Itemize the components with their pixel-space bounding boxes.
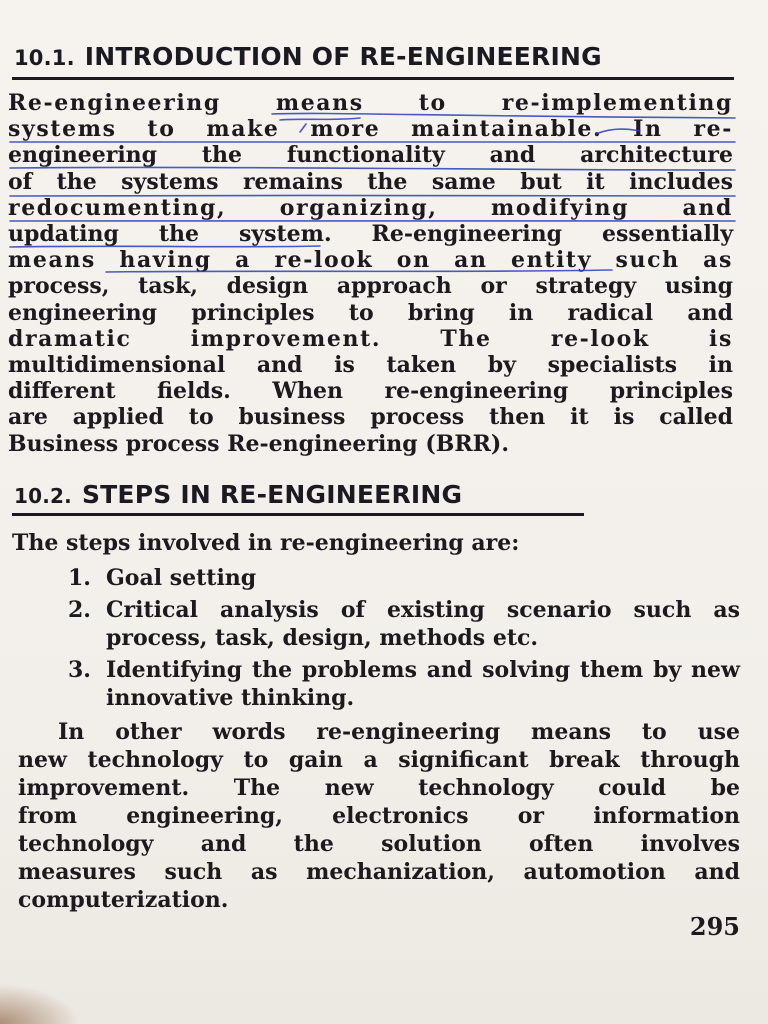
paragraph-line: engineering the functionality and architecture	[8, 142, 733, 169]
paragraph-line: redocumenting, organizing, modifying and	[8, 194, 733, 221]
paragraph-line: engineering principles to bring in radical and	[8, 299, 733, 326]
paragraph-line: different fields. When re-engineering principles	[8, 378, 733, 405]
list-item	[64, 596, 740, 652]
heading-underline	[12, 513, 584, 516]
closing-paragraph	[18, 718, 740, 914]
paragraph-line: process, task, design approach or strategy using	[8, 273, 733, 300]
step-text: Identifying the problems and solving them by new innovative thinking.	[106, 657, 740, 711]
step-number: 1.	[68, 565, 91, 591]
paragraph-line: technology and the solution often involves	[18, 831, 740, 857]
steps-list	[64, 564, 740, 716]
list-item	[64, 564, 740, 592]
section-title: INTRODUCTION OF RE-ENGINEERING	[84, 42, 602, 71]
paragraph-line: In other words re-engineering means to use	[58, 719, 740, 745]
paragraph-line: Business process Re-engineering (BRR).	[8, 430, 509, 457]
paragraph-line: from engineering, electronics or information	[18, 803, 740, 829]
paragraph-line: means having a re-look on an entity such as	[8, 247, 733, 274]
intro-paragraph	[8, 90, 733, 457]
paragraph-line: Re-engineering means to re-implementing	[8, 90, 733, 116]
step-number: 3.	[68, 657, 91, 683]
step-text: Goal setting	[106, 565, 257, 591]
section-heading-steps	[14, 480, 462, 509]
section-number: 10.2.	[14, 484, 72, 508]
paragraph-line: systems to make more maintainable. In re-	[8, 116, 733, 143]
paragraph-line: dramatic improvement. The re-look is	[8, 325, 733, 352]
page-number: 295	[689, 912, 740, 941]
paragraph-line: updating the system. Re-engineering essentially	[8, 221, 733, 248]
section-heading-intro	[14, 42, 602, 71]
section-number: 10.1.	[14, 46, 75, 70]
paragraph-line: multidimensional and is taken by specialists in	[8, 352, 733, 379]
steps-intro: The steps involved in re-engineering are:	[12, 530, 520, 556]
step-text: Critical analysis of existing scenario such as process, task, design, methods etc.	[106, 597, 740, 651]
step-number: 2.	[68, 597, 91, 623]
paragraph-line: measures such as mechanization, automotion and	[18, 859, 740, 885]
section-title: STEPS IN RE-ENGINEERING	[81, 480, 463, 509]
paragraph-line: are applied to business process then it is called	[8, 404, 733, 431]
paragraph-line: improvement. The new technology could be	[18, 775, 740, 801]
heading-underline	[12, 77, 734, 80]
paragraph-line: of the systems remains the same but it includes	[8, 168, 733, 195]
page-corner-shadow	[0, 984, 80, 1024]
paragraph-line: new technology to gain a significant break through	[18, 747, 740, 773]
list-item	[64, 656, 740, 712]
paragraph-line: computerization.	[18, 887, 229, 913]
